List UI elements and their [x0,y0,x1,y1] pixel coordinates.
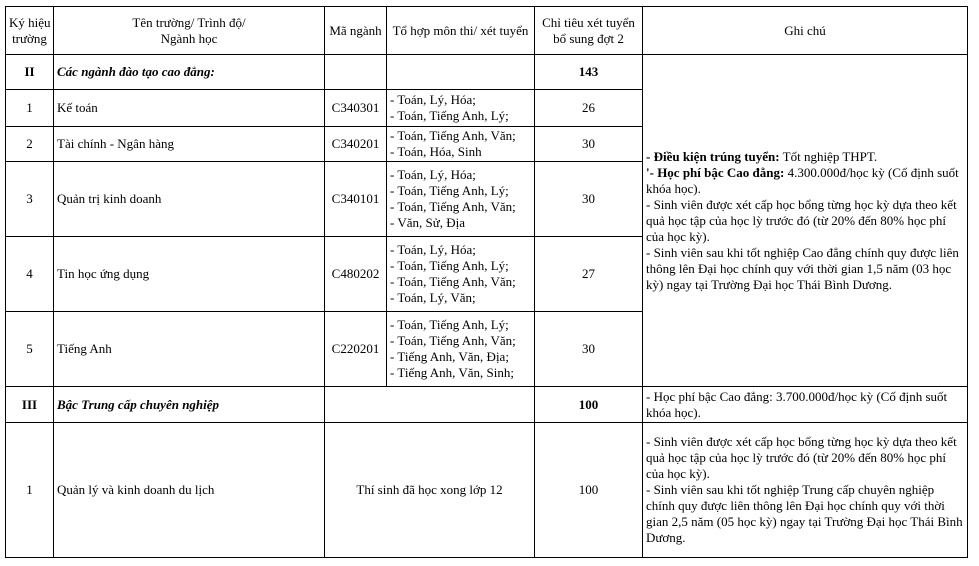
quota: 27 [535,237,643,312]
section-iii-notes [643,423,968,558]
section-iii-quota: 100 [535,387,643,423]
quota: 100 [535,423,643,558]
subject-combos [387,127,535,162]
fee-label: '- Học phí bậc Cao đẳng: [646,164,785,180]
combo-item: - Tiếng Anh, Văn, Địa; [390,349,509,364]
major-name: Quản lý và kinh doanh du lịch [54,423,325,558]
row-number: 4 [6,237,54,312]
combo-item: - Toán, Lý, Hóa; [390,167,476,182]
major-name: Tài chính - Ngân hàng [54,127,325,162]
scholarship-note: - Sinh viên được xét cấp học bổng từng học kỳ dựa theo kết quả học tập của học lỳ trước đó (từ 20% đến 80% học phí của học kỳ). [646,434,957,481]
section-ii-empty-combos [387,55,535,90]
major-code: C220201 [325,312,387,387]
combo-item: - Toán, Tiếng Anh, Lý; [390,317,509,332]
fee-note [646,165,964,197]
transfer-note: - Sinh viên sau khi tốt nghiệp Trung cấp chuyên nghiệp chính quy được liên thông lên Đại học chính quy với thời gian 2,5 năm (05 học kỳ) ngay tại Trường Đại học Thái Bình Dương. [646,482,963,545]
header-row [6,7,968,55]
header-major-code: Mã ngành [325,7,387,55]
row-number: 2 [6,127,54,162]
combo-item: - Toán, Tiếng Anh, Văn; [390,199,516,214]
header-code-line-1: Ký hiệu [9,14,51,30]
major-code: C340201 [325,127,387,162]
section-iii-title: Bậc Trung cấp chuyên nghiệp [54,387,325,423]
quota: 26 [535,90,643,127]
subject-combos [387,90,535,127]
header-code [6,7,54,55]
quota: 30 [535,162,643,237]
major-name: Quản trị kinh doanh [54,162,325,237]
section-ii-row [6,55,968,90]
combo-item: - Toán, Lý, Văn; [390,290,476,305]
row-number: 1 [6,90,54,127]
major-code: C480202 [325,237,387,312]
section-ii-code: II [6,55,54,90]
section-iii-row [6,387,968,423]
section-ii-notes [643,55,968,387]
combo-item: - Toán, Tiếng Anh, Văn; [390,128,516,143]
condition-value: Tốt nghiệp THPT. [779,148,878,164]
subject-combos [387,237,535,312]
row-number: 5 [6,312,54,387]
header-notes: Ghi chú [643,7,968,55]
subject-combos [387,162,535,237]
combo-item: - Toán, Lý, Hóa; [390,92,476,107]
section-iii-fee-note: - Học phí bậc Cao đẳng: 3.700.000đ/học kỳ (Cố định suốt khóa học). [643,387,968,423]
combo-item: - Văn, Sử, Địa [390,215,466,230]
quota: 30 [535,127,643,162]
quota: 30 [535,312,643,387]
header-code-line-2: trường [12,30,47,46]
admissions-table [5,6,968,558]
combo-item: - Toán, Tiếng Anh, Lý; [390,108,509,123]
combo-item: - Toán, Tiếng Anh, Văn; [390,333,516,348]
header-name-line-2: Ngành học [160,30,218,46]
major-code: C340101 [325,162,387,237]
table-row [6,423,968,558]
row-number: 1 [6,423,54,558]
section-ii-title: Các ngành đào tạo cao đẳng: [54,55,325,90]
major-code: C340301 [325,90,387,127]
combo-item: - Toán, Tiếng Anh, Văn; [390,274,516,289]
header-quota-line-2: bổ sung đợt 2 [553,30,624,46]
section-iii-code: III [6,387,54,423]
major-name: Tin học ứng dụng [54,237,325,312]
header-quota-line-1: Chỉ tiêu xét tuyển [542,14,635,30]
header-name [54,7,325,55]
condition-label: - Điều kiện trúng tuyển: [646,148,780,164]
combo-item: - Toán, Tiếng Anh, Lý; [390,183,509,198]
combo-item: - Toán, Tiếng Anh, Lý; [390,258,509,273]
major-name: Kế toán [54,90,325,127]
row-number: 3 [6,162,54,237]
major-name: Tiếng Anh [54,312,325,387]
scholarship-note: - Sinh viên được xét cấp học bổng từng học kỳ dựa theo kết quả học tập của học lỳ trước đó (từ 20% đến 80% học phí của học kỳ). [646,196,957,244]
combo-item: - Toán, Lý, Hóa; [390,242,476,257]
section-iii-empty [325,387,535,423]
header-quota [535,7,643,55]
fee-value: 4.300.000đ/học kỳ (Cố định suốt khóa học). [646,164,959,196]
combo-item: - Tiếng Anh, Văn, Sinh; [390,365,515,380]
section-ii-quota: 143 [535,55,643,90]
header-combos: Tổ hợp môn thi/ xét tuyển [387,7,535,55]
requirement: Thí sinh đã học xong lớp 12 [325,423,535,558]
combo-item: - Toán, Hóa, Sinh [390,144,482,159]
condition-note [646,149,964,165]
section-ii-empty-code [325,55,387,90]
transfer-note: - Sinh viên sau khi tốt nghiệp Cao đẳng chính quy được liên thông lên Đại học chính quy với thời gian 1,5 năm (03 học kỳ) ngay tại Trường Đại học Thái Bình Dương. [646,244,959,292]
subject-combos [387,312,535,387]
header-name-line-1: Tên trường/ Trình độ/ [132,14,246,30]
